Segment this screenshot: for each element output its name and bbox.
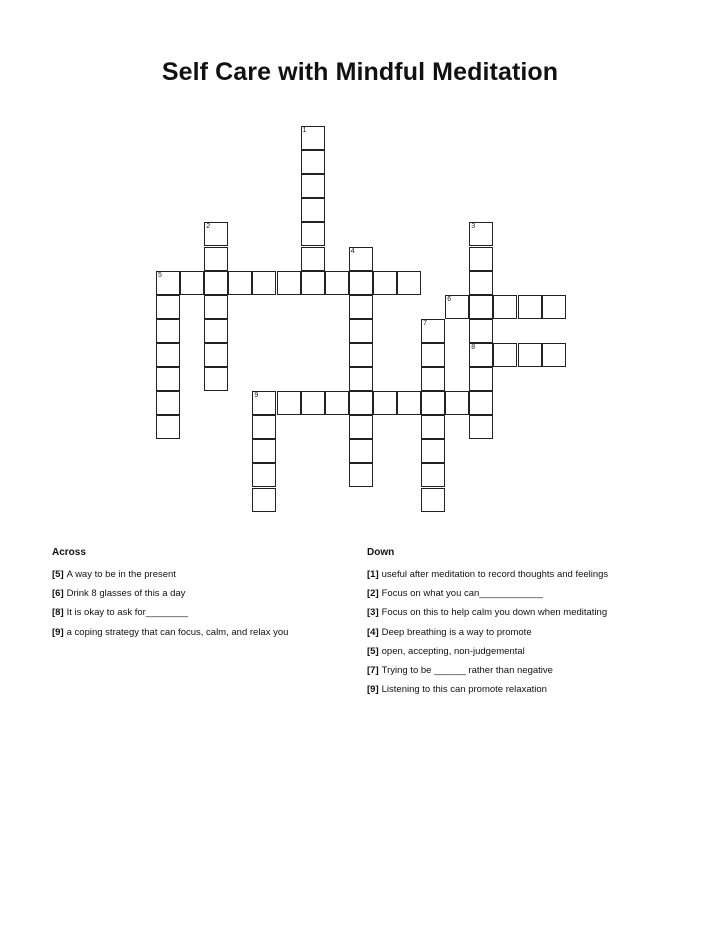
- grid-cell[interactable]: [445, 295, 469, 319]
- clue-down: [367, 587, 608, 600]
- clue-number-label: 5: [158, 271, 162, 279]
- clue-down: [367, 664, 608, 677]
- grid-cell[interactable]: [469, 367, 493, 391]
- grid-cell[interactable]: [421, 463, 445, 487]
- clue-number: [5]: [52, 569, 64, 580]
- grid-cell[interactable]: [518, 295, 542, 319]
- grid-cell[interactable]: [301, 126, 325, 150]
- clue-text: Drink 8 glasses of this a day: [66, 588, 186, 600]
- grid-cell[interactable]: [542, 295, 566, 319]
- grid-cell[interactable]: [469, 247, 493, 271]
- grid-cell[interactable]: [542, 343, 566, 367]
- grid-cell[interactable]: [518, 343, 542, 367]
- grid-cell[interactable]: [204, 271, 228, 295]
- grid-cell[interactable]: [277, 391, 301, 415]
- grid-cell[interactable]: [204, 343, 228, 367]
- clue-text: Deep breathing is a way to promote: [381, 626, 532, 638]
- grid-cell[interactable]: [469, 319, 493, 343]
- clue-down: [367, 568, 608, 581]
- grid-cell[interactable]: [421, 367, 445, 391]
- clue-number-label: 6: [447, 295, 452, 303]
- down-clues: [367, 547, 608, 702]
- grid-cell[interactable]: [180, 271, 204, 295]
- grid-cell[interactable]: [421, 439, 445, 463]
- grid-cell[interactable]: [397, 271, 421, 295]
- grid-cell[interactable]: [156, 367, 180, 391]
- clue-number-label: 4: [350, 247, 355, 255]
- grid-cell[interactable]: [156, 415, 180, 439]
- clue-number-label: 3: [471, 223, 476, 231]
- grid-cell[interactable]: [349, 271, 373, 295]
- grid-cell[interactable]: [252, 463, 276, 487]
- clue-number: [6]: [52, 588, 64, 600]
- clue-number-label: 9: [254, 392, 259, 400]
- grid-cell[interactable]: [325, 271, 349, 295]
- grid-cell[interactable]: [349, 295, 373, 319]
- clue-text: It is okay to ask for________: [66, 607, 189, 619]
- grid-cell[interactable]: [301, 222, 325, 246]
- grid-cell[interactable]: [301, 150, 325, 174]
- grid-cell[interactable]: [301, 271, 325, 295]
- grid-cell[interactable]: [493, 295, 517, 319]
- grid-cell[interactable]: [156, 295, 180, 319]
- clue-text: a coping strategy that can focus, calm, and relax you: [66, 626, 289, 638]
- clue-text: Focus on what you can____________: [381, 588, 543, 600]
- clue-down: [367, 683, 608, 696]
- grid-cell[interactable]: [204, 247, 228, 271]
- clue-text: Focus on this to help calm you down when meditating: [381, 607, 608, 619]
- grid-cell[interactable]: [373, 271, 397, 295]
- grid-cell[interactable]: [156, 343, 180, 367]
- grid-cell[interactable]: [301, 247, 325, 271]
- grid-cell[interactable]: [228, 271, 252, 295]
- grid-cell[interactable]: [349, 319, 373, 343]
- clue-number: [9]: [367, 684, 379, 696]
- clue-across: [52, 587, 288, 600]
- grid-cell[interactable]: [252, 415, 276, 439]
- grid-cell[interactable]: [349, 439, 373, 463]
- grid-cell[interactable]: [373, 391, 397, 415]
- puzzle-title: Self Care with Mindful Meditation: [161, 58, 559, 86]
- clue-across: [52, 606, 288, 619]
- grid-cell[interactable]: [156, 319, 180, 343]
- clue-across: [52, 626, 288, 639]
- grid-cell[interactable]: [397, 391, 421, 415]
- grid-cell[interactable]: [349, 463, 373, 487]
- clue-number: [4]: [367, 626, 379, 638]
- grid-cell[interactable]: [156, 391, 180, 415]
- clue-down: [367, 606, 608, 619]
- clue-number: [8]: [52, 607, 64, 619]
- grid-cell[interactable]: [421, 415, 445, 439]
- clue-text: Trying to be ______ rather than negative: [381, 664, 553, 676]
- clue-number: [7]: [367, 664, 379, 676]
- grid-cell[interactable]: [349, 247, 373, 271]
- grid-cell[interactable]: [469, 391, 493, 415]
- clue-down: [367, 626, 608, 639]
- across-clues: [52, 547, 288, 645]
- grid-cell[interactable]: [301, 198, 325, 222]
- clue-number-label: 7: [423, 319, 427, 327]
- clue-text: open, accepting, non-judgemental: [381, 645, 525, 657]
- grid-cell[interactable]: [493, 343, 517, 367]
- grid-cell[interactable]: [252, 391, 276, 415]
- grid-cell[interactable]: [469, 295, 493, 319]
- grid-cell[interactable]: [252, 439, 276, 463]
- grid-cell[interactable]: [445, 391, 469, 415]
- grid-cell[interactable]: [252, 488, 276, 512]
- clue-text: A way to be in the present: [66, 569, 176, 580]
- grid-cell[interactable]: [349, 415, 373, 439]
- grid-cell[interactable]: [421, 391, 445, 415]
- grid-cell[interactable]: [301, 174, 325, 198]
- grid-cell[interactable]: [469, 222, 493, 246]
- down-heading: Down: [367, 547, 395, 558]
- clue-text: Listening to this can promote relaxation: [381, 684, 547, 696]
- grid-cell[interactable]: [469, 415, 493, 439]
- grid-cell[interactable]: [349, 391, 373, 415]
- grid-cell[interactable]: [204, 295, 228, 319]
- grid-cell[interactable]: [421, 319, 445, 343]
- grid-cell[interactable]: [325, 391, 349, 415]
- clue-number: [1]: [367, 569, 379, 580]
- grid-cell[interactable]: [301, 391, 325, 415]
- grid-cell[interactable]: [204, 222, 228, 246]
- clue-number: [3]: [367, 607, 379, 619]
- clue-number-label: 1: [302, 127, 307, 134]
- grid-cell[interactable]: [421, 488, 445, 512]
- grid-cell[interactable]: [204, 319, 228, 343]
- grid-cell[interactable]: [469, 343, 493, 367]
- clue-text: useful after meditation to record thoughts and feelings: [381, 569, 609, 580]
- grid-cell[interactable]: [349, 343, 373, 367]
- grid-cell[interactable]: [421, 343, 445, 367]
- clue-across: [52, 568, 288, 581]
- grid-cell[interactable]: [469, 271, 493, 295]
- clue-number-label: 8: [471, 343, 476, 351]
- grid-cell[interactable]: [252, 271, 276, 295]
- clue-number-label: 2: [206, 223, 211, 231]
- grid-cell[interactable]: [349, 367, 373, 391]
- grid-cell[interactable]: [156, 271, 180, 295]
- grid-cell[interactable]: [204, 367, 228, 391]
- clue-down: [367, 645, 608, 658]
- grid-cell[interactable]: [277, 271, 301, 295]
- clue-number: [2]: [367, 588, 379, 600]
- clue-number: [9]: [52, 626, 64, 638]
- across-heading: Across: [52, 547, 86, 558]
- clue-number: [5]: [367, 645, 379, 657]
